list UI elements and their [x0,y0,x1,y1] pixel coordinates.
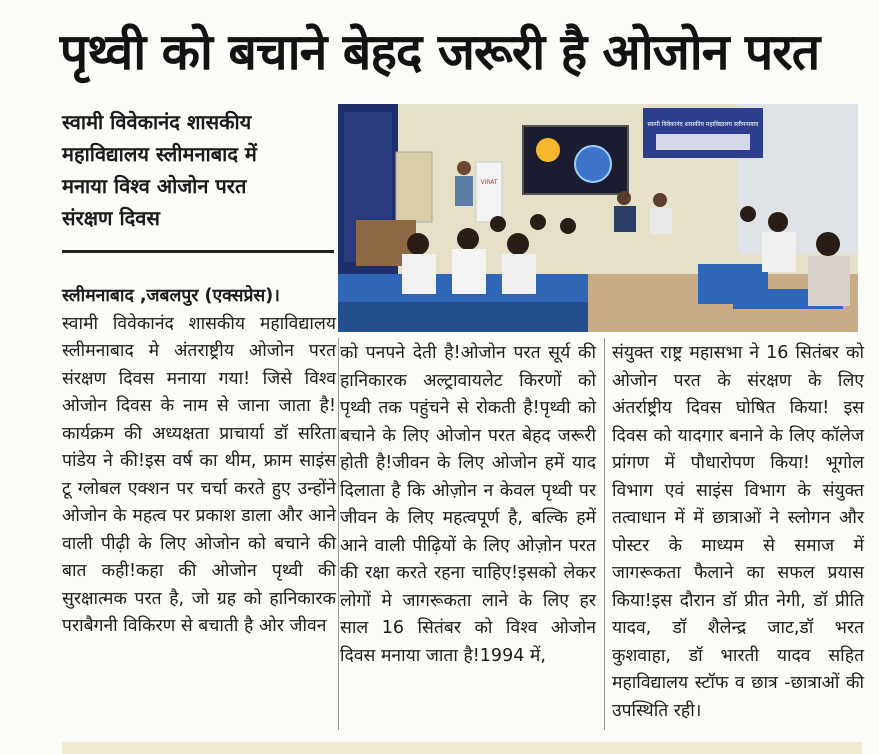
column-divider [604,338,605,730]
subhead-line-3: मनाया विश्व ओजोन परत [62,174,247,198]
standee-text: VIRAT [480,179,498,186]
article-column-3 [612,340,864,725]
headline: पृथ्वी को बचाने बेहद जरूरी है ओजोन परत [59,23,820,81]
article-column-1 [62,283,336,641]
column-divider [338,338,339,730]
article-text-column-2: को पनपने देती है!ओजोन परत सूर्य की हानिकारक अल्ट्रावायलेट किरणों को पृथ्वी तक पहुंचने से रोकती है!पृथ्वी को बचाने के लिए ओजोन परत बेहद जरूरी होती है!जीवन के लिए ओजोन हमें याद दिलाता है कि ओज़ोन न केवल पृथ्वी पर जीवन के लिए महत्वपूर्ण है, बल्कि हमें आने वाली पीढ़ियों के लिए ओज़ोन परत की रक्षा करते रहना चाहिए!इसको लेकर लोगों मे जागरूकता लाने के लिए हर साल 16 सितंबर को विश्व ओजोन दिवस मनाया जाता है!1994 में, [340,343,596,666]
subheadline [62,106,334,234]
dateline: स्लीमनाबाद ,जबलपुर (एक्सप्रेस)। [62,286,280,306]
article-column-2 [340,340,596,670]
classroom-scene [338,104,858,332]
subhead-rule [62,250,334,253]
subhead-line-1: स्वामी विवेकानंद शासकीय [62,110,252,134]
banner-text: स्वामी विवेकानंद शासकीय महाविद्यालय स्लीमनाबाद [647,121,759,128]
article-text-column-3: संयुक्त राष्ट्र महासभा ने 16 सितंबर को ओजोन परत के संरक्षण के लिए अंतर्राष्ट्रीय दिवस घोषित किया! इस दिवस को यादगार बनाने के लिए कॉलेज प्रांगण में पौधारोपण किया! भूगोल विभाग एवं साइंस विभाग के संयुक्त तत्वाधान में में छात्राओं ने स्लोगन और पोस्टर के माध्यम से समाज में जागरूकता फैलाने का सफल प्रयास किया!इस दौरान डॉ प्रीत नेगी, डॉ प्रीति यादव, डॉ शैलेन्द्र जाट,डॉ भरत कुशवाहा, डॉ भारती यादव सहित महाविद्यालय स्टॉफ व छात्र -छात्राओं की उपस्थिति रही। [612,343,864,721]
next-article-strip [62,742,862,754]
subhead-line-4: संरक्षण दिवस [62,206,160,230]
subhead-line-2: महाविद्यालय स्लीमनाबाद में [62,142,257,166]
event-photo [338,104,858,332]
article-text-column-1: स्वामी विवेकानंद शासकीय महाविद्यालय स्लीमनाबाद मे अंतराष्ट्रीय ओजोन परत संरक्षण दिवस मनाया गया! जिसे विश्व ओजोन दिवस के नाम से जाना जाता है!कार्यक्रम की अध्यक्षता प्राचार्या डॉ सरिता पांडेय ने की!इस वर्ष का थीम, फ्राम साइंस टू ग्लोबल एक्शन पर चर्चा करते हुए उन्होंने ओजोन के महत्व पर प्रकाश डाला और आने वाली पीढ़ी के लिए ओजोन को बचाने की बात कही!कहा की ओजोन पृथ्वी की सुरक्षात्मक परत है, जो ग्रह को हानिकारक पराबैगनी विकिरण से बचाती है ओर जीवन [62,313,336,636]
